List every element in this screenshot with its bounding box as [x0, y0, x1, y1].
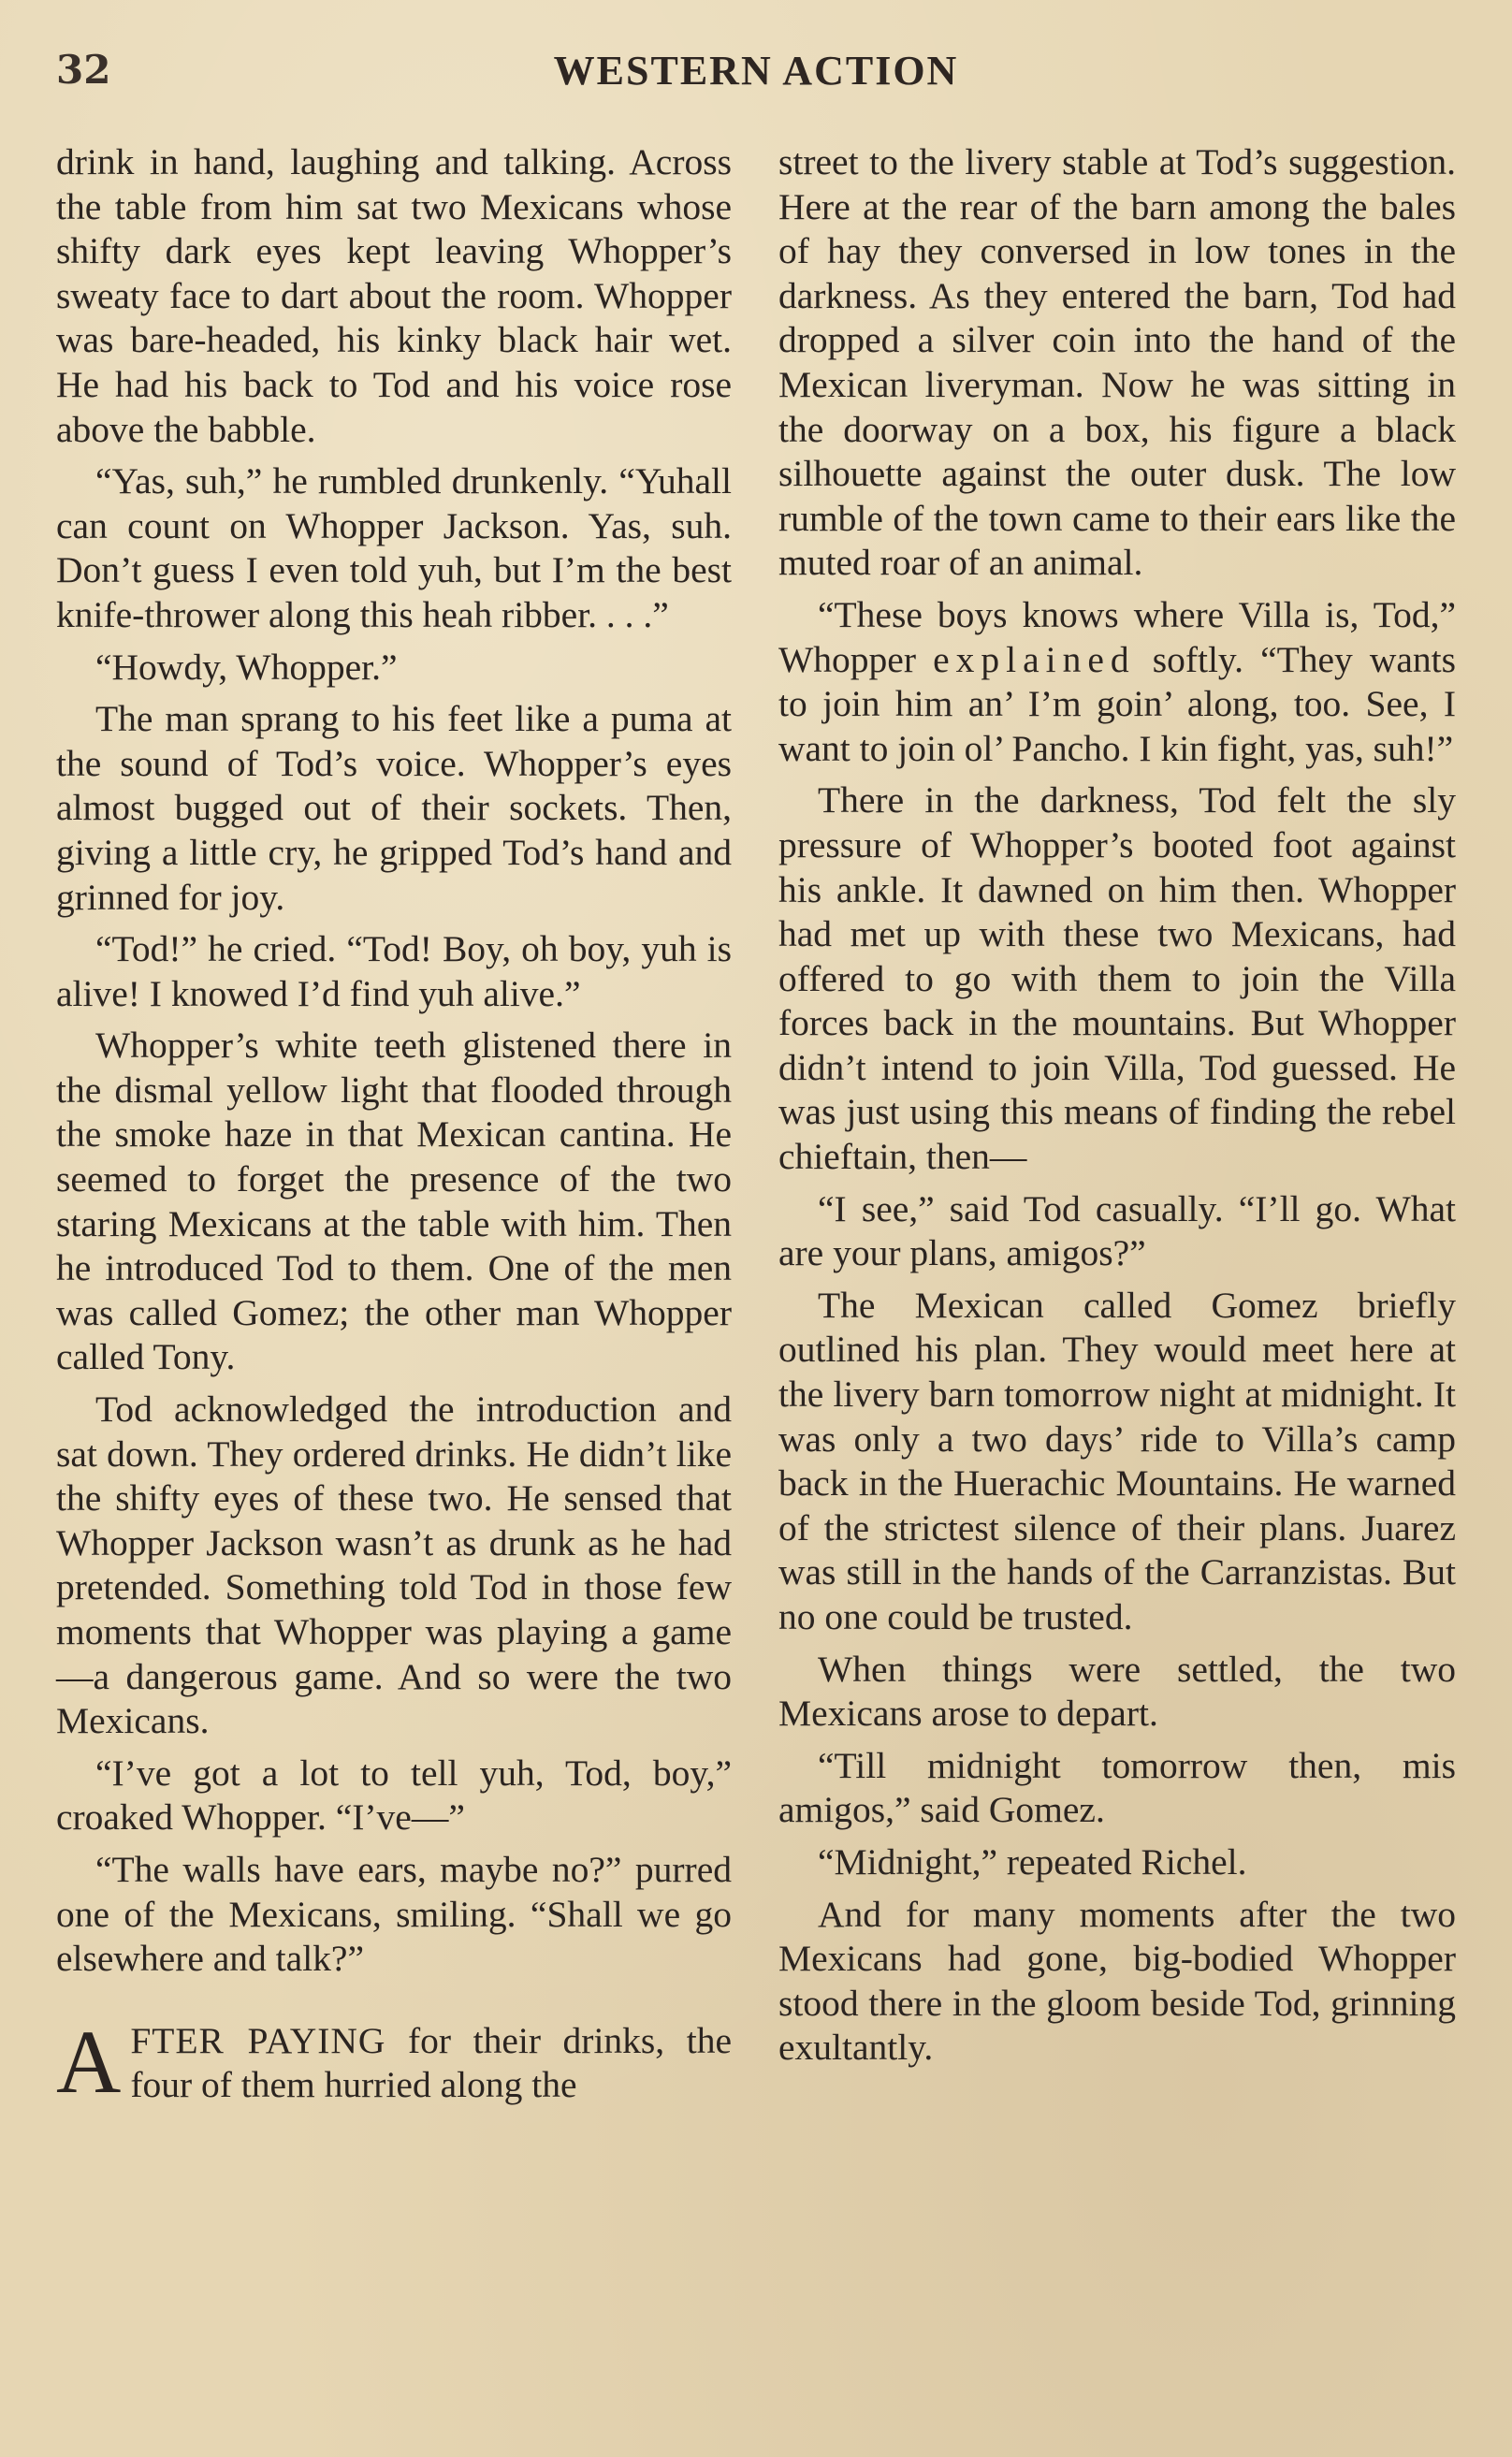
paragraph: The man sprang to his feet like a puma at the sound of Tod’s voice. Whopper’s eyes almost bugged out of their sockets. Then, giving a little cry, he gripped Tod’s hand and grinned for joy. — [56, 698, 732, 918]
paragraph: “Tod!” he cried. “Tod! Boy, oh boy, yuh is alive! I knowed I’d find yuh alive.” — [56, 928, 732, 1014]
paragraph: Tod acknowledged the introduction and sat down. They ordered drinks. He didn’t like the shifty eyes of these two. He sensed that Whopper Jackson wasn’t as drunk as he had pretended. Something told Tod in those few moments that Whopper was playing a game—a dangerous game. And so were the two Mexicans. — [56, 1388, 732, 1742]
paragraph — [778, 593, 1456, 771]
section-opening-paragraph — [56, 2011, 732, 2112]
running-title: WESTERN ACTION — [553, 48, 959, 94]
paragraph: “Midnight,” repeated Richel. — [818, 1840, 1247, 1883]
left-column — [56, 140, 732, 2115]
paragraph: “Till midnight tomorrow then, mis amigos,” said Gomez. — [778, 1744, 1456, 1831]
paragraph: drink in hand, laughing and talking. Across the table from him sat two Mexicans whose shifty dark eyes kept leaving Whopper’s sweaty face to dart about the room. Whopper was bare-headed, his kinky black hair wet. He had his back to Tod and his voice rose above the babble. — [56, 141, 732, 450]
paragraph: street to the livery stable at Tod’s suggestion. Here at the rear of the barn among the bales of hay they conversed in low tones in the darkness. As they entered the barn, Tod had dropped a silver coin into the hand of the Mexican liveryman. Now he was sitting in the doorway on a box, his figure a black silhouette against the outer dusk. The low rumble of the town came to their ears like the muted roar of an animal. — [778, 141, 1456, 584]
drop-cap: A — [56, 2011, 122, 2112]
paragraph-text: for their drinks, the four of them hurried along the — [130, 2019, 732, 2106]
paragraph: Whopper’s white teeth glistened there in the dismal yellow light that flooded through the smoke haze in that Mexican cantina. He seemed to forget the presence of the two staring Mexicans at the table with him. Then he introduced Tod to them. One of the men was called Gomez; the other man Whopper called Tony. — [56, 1025, 732, 1378]
paragraph: And for many moments after the two Mexicans had gone, big-bodied Whopper stood there in the gloom beside Tod, grinning exultantly. — [778, 1893, 1456, 2069]
paragraph: “Howdy, Whopper.” — [95, 646, 398, 688]
page-header — [56, 41, 1456, 107]
paragraph: When things were settled, the two Mexicans arose to depart. — [778, 1648, 1456, 1735]
paragraph-text: softly. “They wants to join him an’ I’m goin’ along, too. See, I want to join ol’ Pancho. I kin fight, yas, suh!” — [778, 638, 1456, 769]
page-number: 32 — [56, 47, 111, 93]
right-column — [778, 140, 1456, 2078]
paragraph-text: “These boys knows where Villa is, Tod,” Whopper — [778, 593, 1456, 680]
paragraph: “Yas, suh,” he rumbled drunkenly. “Yuhall can count on Whopper Jackson. Yas, suh. Don’t guess I even told yuh, but I’m the best knife-thrower along this heah ribber. . . .” — [56, 460, 732, 635]
paragraph: The Mexican called Gomez briefly outlined his plan. They would meet here at the livery barn tomorrow night at midnight. It was only a two days’ ride to Villa’s camp back in the Huerachic Mountains. He warned of the strictest silence of their plans. Juarez was still in the hands of the Carranzistas. But no one could be trusted. — [778, 1284, 1456, 1637]
paragraph: There in the darkness, Tod felt the sly pressure of Whopper’s booted foot against his ankle. It dawned on him then. Whopper had met up with these two Mexicans, had offered to go with them to join the Villa forces back in the mountains. But Whopper didn’t intend to join Villa, Tod guessed. He was just using this means of finding the rebel chieftain, then— — [778, 779, 1456, 1178]
section-lead-in: FTER PAYING — [130, 2019, 386, 2061]
paragraph: “I’ve got a lot to tell yuh, Tod, boy,” croaked Whopper. “I’ve—” — [56, 1752, 732, 1839]
paragraph: “I see,” said Tod casually. “I’ll go. What are your plans, amigos?” — [778, 1187, 1456, 1274]
paragraph: “The walls have ears, maybe no?” purred one of the Mexicans, smiling. “Shall we go elsewhere and talk?” — [56, 1848, 732, 1980]
emphasized-word: explained — [933, 638, 1136, 680]
